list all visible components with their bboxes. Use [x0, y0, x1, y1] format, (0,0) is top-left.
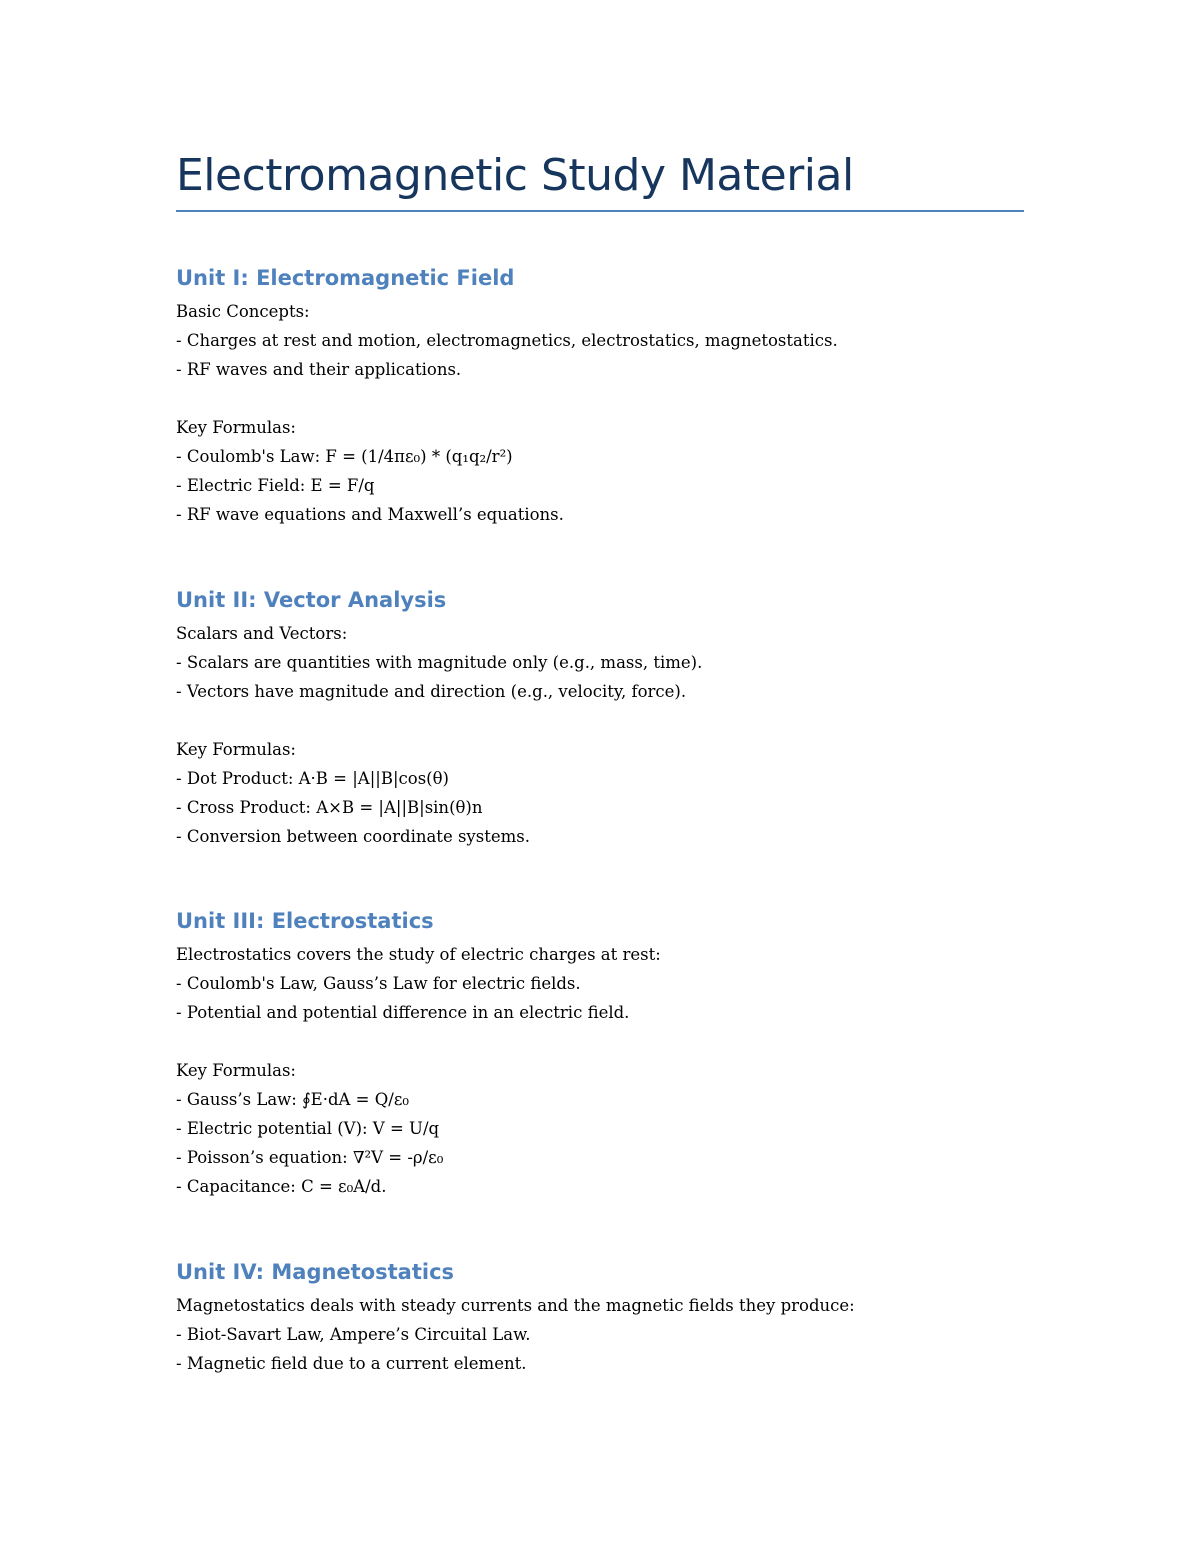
- blank-line: [176, 1027, 1024, 1056]
- title-underline: [176, 210, 1024, 212]
- document-body: [176, 148, 1024, 1378]
- text-line: Basic Concepts:: [176, 302, 310, 321]
- section-unit-3: [176, 908, 1024, 1201]
- text-line: Key Formulas:: [176, 1061, 296, 1080]
- text-line: - Charges at rest and motion, electromagnetics, electrostatics, magnetostatics.: [176, 331, 838, 350]
- section-heading: Unit I: Electromagnetic Field: [176, 266, 515, 290]
- formula-line: - Coulomb's Law: F = (1/4πε₀) * (q₁q₂/r²): [176, 447, 513, 466]
- formula-line: - Conversion between coordinate systems.: [176, 827, 530, 846]
- section-heading: Unit II: Vector Analysis: [176, 588, 447, 612]
- formula-line: - Cross Product: A×B = |A||B|sin(θ)n: [176, 798, 483, 817]
- text-line: - Potential and potential difference in an electric field.: [176, 1003, 630, 1022]
- formula-line: - Capacitance: C = ε₀A/d.: [176, 1177, 387, 1196]
- text-line: Key Formulas:: [176, 418, 296, 437]
- text-line: Magnetostatics deals with steady currents and the magnetic fields they produce:: [176, 1296, 855, 1315]
- blank-line: [176, 384, 1024, 413]
- section-heading: Unit IV: Magnetostatics: [176, 1260, 455, 1284]
- text-line: Scalars and Vectors:: [176, 624, 348, 643]
- section-unit-2: [176, 587, 1024, 851]
- text-line: - Scalars are quantities with magnitude only (e.g., mass, time).: [176, 653, 703, 672]
- formula-line: - Electric potential (V): V = U/q: [176, 1119, 440, 1138]
- section-unit-1: [176, 265, 1024, 529]
- formula-line: - RF wave equations and Maxwell’s equations.: [176, 505, 564, 524]
- text-line: - RF waves and their applications.: [176, 360, 462, 379]
- formula-line: - Poisson’s equation: ∇²V = -ρ/ε₀: [176, 1148, 444, 1167]
- blank-line: [176, 706, 1024, 735]
- text-line: - Magnetic field due to a current element.: [176, 1354, 527, 1373]
- section-unit-4: [176, 1259, 1024, 1378]
- section-heading: Unit III: Electrostatics: [176, 909, 434, 933]
- formula-line: - Electric Field: E = F/q: [176, 476, 375, 495]
- document-title: Electromagnetic Study Material: [176, 150, 854, 201]
- text-line: Key Formulas:: [176, 740, 296, 759]
- text-line: - Vectors have magnitude and direction (e.g., velocity, force).: [176, 682, 687, 701]
- formula-line: - Dot Product: A·B = |A||B|cos(θ): [176, 769, 449, 788]
- text-line: - Coulomb's Law, Gauss’s Law for electric fields.: [176, 974, 581, 993]
- text-line: - Biot-Savart Law, Ampere’s Circuital Law.: [176, 1325, 531, 1344]
- formula-line: - Gauss’s Law: ∮E·dA = Q/ε₀: [176, 1090, 410, 1109]
- text-line: Electrostatics covers the study of electric charges at rest:: [176, 945, 661, 964]
